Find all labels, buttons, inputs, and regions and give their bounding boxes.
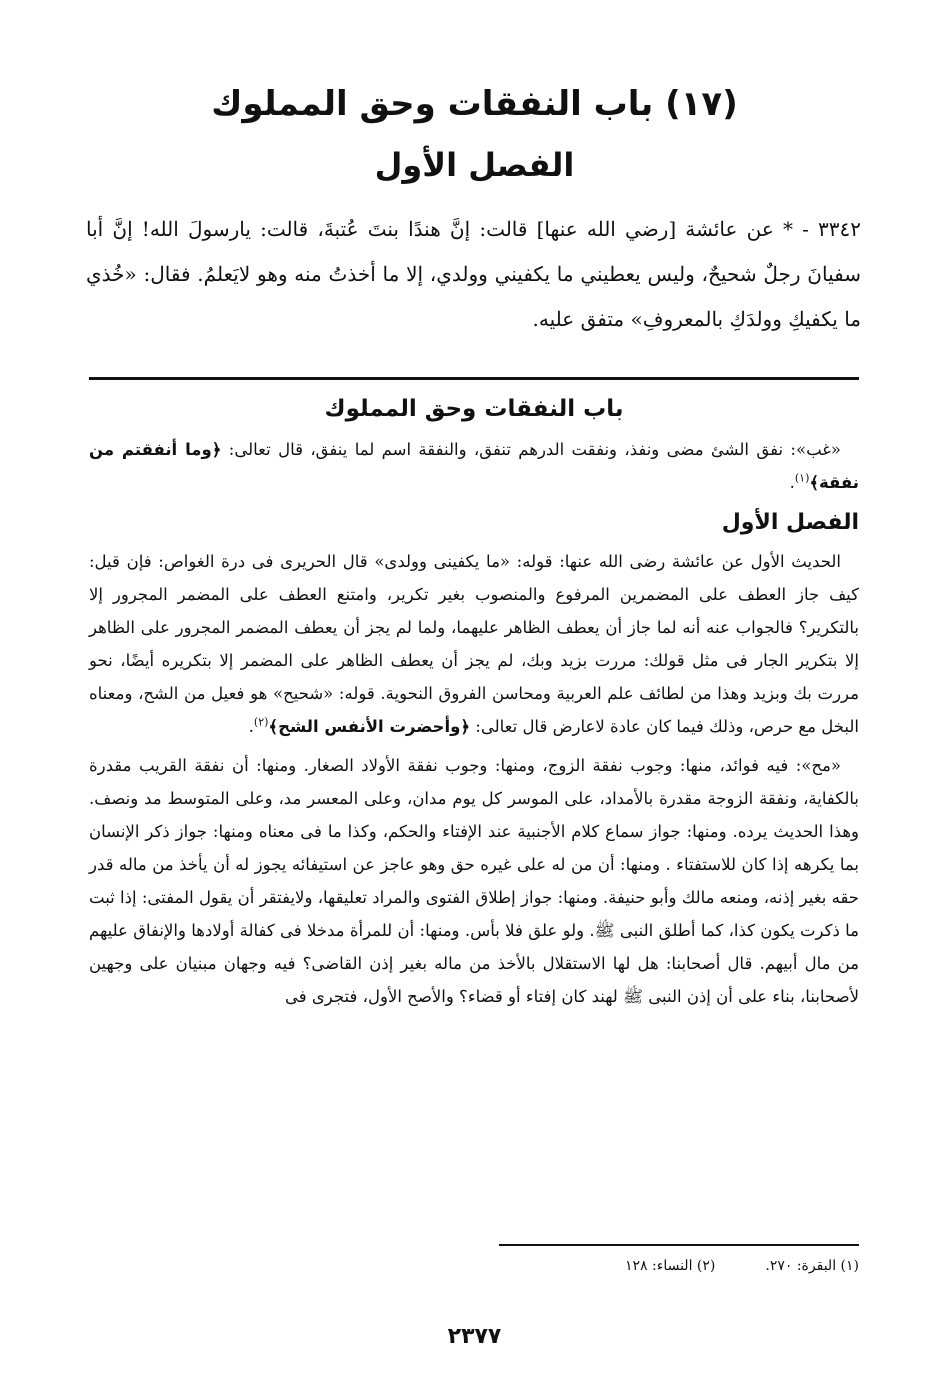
section-title: الفصل الأول (374, 146, 575, 184)
hadith-text: ٣٣٤٢ - * عن عائشة [رضي الله عنها] قالت: إنَّ هندًا بنتَ عُتبةَ، قالت: يارسولَ الله! إنَّ أبا سفيانَ رجلٌ شحيحٌ، وليس يعطيني ما يكفيني وولدي، إلا ما أخذتُ منه وهو لايَعلمُ. فقال: «خُذي ما يكفيكِ وولدَكِ بالمعروفِ» متفق عليه. (86, 217, 861, 331)
page-number: ٢٣٧٧ (447, 1324, 502, 1349)
commentary-paragraph-2: «مح»: فيه فوائد، منها: وجوب نفقة الزوج، ومنها: وجوب نفقة الأولاد الصغار. ومنها: أن نفقة القريب مقدرة بالكفاية، ونفقة الزوجة مقدرة بالأمداد، على الموسر كل يوم مدان، وعلى المعسر مد، وعلى المتوسط مد ونصف. وهذا الحديث يرده. ومنها: جواز سماع كلام الأجنبية عند الإفتاء والحكم، وكذا ما فى معناه ومنها: جواز ذكر الإنسان بما يكرهه إذا كان للاستفتاء . ومنها: أن من له على غيره حق وهو عاجز عن استيفائه يجوز له أن يأخذ من ماله قدر حقه بغير إذنه، ومنعه مالك وأبو حنيفة. ومنها: جواز إطلاق الفتوى والمراد تعليقها، ولايفتقر أن يقول المفتى: إذا ثبت ما ذكرت يكون كذا، كما أطلق النبى ﷺ. ولو علق فلا بأس. ومنها: أن للمرأة مدخلا فى كفالة أولادها والإنفاق عليهم من مال أبيهم. قال أصحابنا: هل لها الاستقلال بالأخذ من ماله بغير إذن القاضى؟ فيه وجهان مبنيان على وجهين لأصحابنا، بناء على أن إذن النبى ﷺ لهند كان إفتاء أو قضاء؟ والأصح الأول، فتجرى فى (89, 756, 859, 1006)
intro-verse: ﴿وما أنفقتم من نفقة﴾ (89, 440, 859, 492)
commentary (89, 385, 859, 1013)
footnote-1: (١) البقرة: ٢٧٠. (765, 1258, 859, 1274)
footnote-2: (٢) النساء: ١٢٨ (625, 1258, 716, 1274)
intro-text: «غب»: نفق الشئ مضى ونفذ، ونفقت الدرهم تنفق، والنفقة اسم لما ينفق، قال تعالى: (228, 440, 842, 459)
paragraph-1-footnote-ref: (٢) (253, 715, 269, 729)
commentary-intro (89, 433, 859, 499)
chapter-title: (١٧) باب النفقات وحق المملوك (211, 84, 738, 124)
paragraph-1-end: . (248, 717, 254, 736)
intro-end: . (789, 473, 795, 492)
commentary-heading: باب النفقات وحق المملوك (324, 396, 624, 422)
separator-rule (89, 377, 859, 380)
commentary-subheading: الفصل الأول (721, 510, 859, 535)
paragraph-1-text: الحديث الأول عن عائشة رضى الله عنها: قوله: «ما يكفينى وولدى» قال الحريرى فى درة الغواص: فإن قيل: كيف جاز العطف على المضمرين المرفوع والمنصوب بغير تكرير، وامتنع العطف على المضمر المجرور إلا بالتكرير؟ فالجواب عنه أنه لما جاز أن يعطف الظاهر عليهما، ولما لم يجز أن يعطف المضمر المجرور على الظاهر إلا بتكرير الجار فى مثل قولك: مررت بزيد وبك، لم يجز أن يعطف الظاهر على المضمر إلا بتكريره أيضًا، نحو مررت بك وبزيد وهذا من لطائف علم العربية ومحاسن الفروق النحوية. قوله: «شحيح» هو فعيل من الشح، ومعناه البخل مع حرص، وذلك فيما كان عادة لاعارض قال تعالى: (89, 552, 859, 736)
paragraph-1-verse: ﴿وأحضرت الأنفس الشح﴾ (268, 717, 471, 736)
intro-footnote-ref: (١) (794, 471, 810, 485)
footnotes (459, 1254, 859, 1278)
footnote-rule (499, 1244, 859, 1246)
commentary-paragraph-1 (89, 545, 859, 743)
